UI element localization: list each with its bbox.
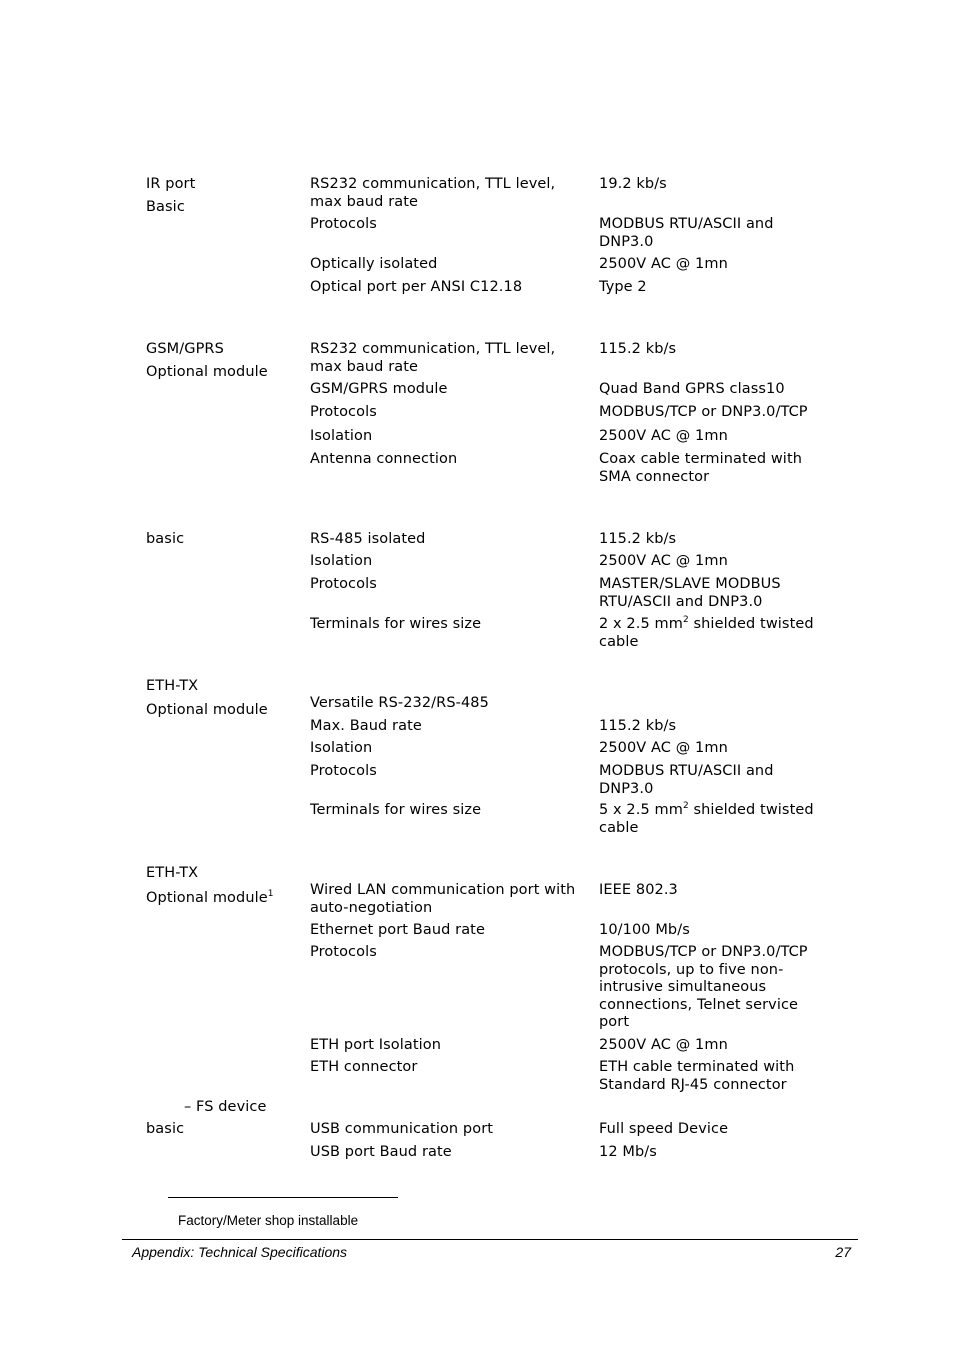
spec-value: 19.2 kb/s <box>599 176 667 192</box>
spec-parameter: Optically isolated <box>310 256 438 272</box>
spec-parameter: Terminals for wires size <box>310 616 482 632</box>
value-text: shielded twisted cable <box>599 802 814 836</box>
value-text: shielded twisted cable <box>599 616 814 650</box>
spec-value: MODBUS/TCP or DNP3.0/TCP protocols, up to five non- intrusive simultaneous connections, Telnet service port <box>599 944 808 1031</box>
spec-value: Coax cable terminated with SMA connector <box>599 451 803 485</box>
section-label: basic <box>146 531 185 547</box>
footnote-text: Factory/Meter shop installable <box>178 1213 359 1228</box>
spec-value: 2500V AC @ 1mn <box>599 428 728 444</box>
spec-value: 115.2 kb/s <box>599 531 677 547</box>
spec-value: Quad Band GPRS class10 <box>599 381 785 397</box>
spec-value: Full speed Device <box>599 1121 729 1137</box>
section-sublabel: basic <box>146 1121 185 1137</box>
spec-parameter: RS232 communication, TTL level, max baud rate <box>310 176 556 210</box>
spec-value: MODBUS/TCP or DNP3.0/TCP <box>599 404 808 420</box>
spec-parameter: Isolation <box>310 553 373 569</box>
section-label: IR port <box>146 176 196 192</box>
section-sublabel: Optional module <box>146 364 268 380</box>
spec-value: Type 2 <box>599 279 647 295</box>
spec-parameter: Ethernet port Baud rate <box>310 922 485 938</box>
spec-parameter: ETH connector <box>310 1059 418 1075</box>
spec-parameter: Protocols <box>310 216 377 232</box>
spec-parameter: Wired LAN communication port with auto-negotiation <box>310 882 576 916</box>
spec-parameter: USB communication port <box>310 1121 494 1137</box>
spec-parameter: Max. Baud rate <box>310 718 422 734</box>
spec-parameter: Versatile RS-232/RS-485 <box>310 695 489 711</box>
spec-value: IEEE 802.3 <box>599 882 678 898</box>
footnote-ref: 1 <box>267 889 274 899</box>
spec-parameter: Protocols <box>310 944 377 960</box>
value-text: 2 x 2.5 mm <box>599 616 683 632</box>
spec-value: MODBUS RTU/ASCII and DNP3.0 <box>599 763 774 797</box>
spec-value: 12 Mb/s <box>599 1144 657 1160</box>
section-label: ETH-TX <box>146 865 199 881</box>
spec-parameter: Isolation <box>310 740 373 756</box>
spec-parameter: Protocols <box>310 404 377 420</box>
spec-parameter: GSM/GPRS module <box>310 381 448 397</box>
sublabel-text: Optional module <box>146 890 268 906</box>
page-number: 27 <box>835 1244 851 1260</box>
spec-value: 115.2 kb/s <box>599 341 677 357</box>
spec-value: MASTER/SLAVE MODBUS RTU/ASCII and DNP3.0 <box>599 576 781 610</box>
spec-parameter: Protocols <box>310 763 377 779</box>
spec-value: 2500V AC @ 1mn <box>599 1037 728 1053</box>
superscript: 2 <box>682 801 689 811</box>
spec-parameter: ETH port Isolation <box>310 1037 442 1053</box>
spec-parameter: Terminals for wires size <box>310 802 482 818</box>
section-sublabel: Optional module <box>146 702 268 718</box>
section-label: GSM/GPRS <box>146 341 224 357</box>
spec-value: 2500V AC @ 1mn <box>599 553 728 569</box>
section-label: ETH-TX <box>146 678 199 694</box>
spec-parameter: USB port Baud rate <box>310 1144 452 1160</box>
spec-value <box>599 802 839 837</box>
value-text: 5 x 2.5 mm <box>599 802 683 818</box>
spec-value: MODBUS RTU/ASCII and DNP3.0 <box>599 216 774 250</box>
footnote-separator <box>168 1197 398 1198</box>
spec-value: 115.2 kb/s <box>599 718 677 734</box>
spec-value <box>599 616 839 651</box>
spec-value: 10/100 Mb/s <box>599 922 690 938</box>
spec-parameter: Optical port per ANSI C12.18 <box>310 279 523 295</box>
spec-parameter: RS232 communication, TTL level, max baud rate <box>310 341 556 375</box>
spec-parameter: Isolation <box>310 428 373 444</box>
spec-parameter: Antenna connection <box>310 451 458 467</box>
section-sublabel <box>146 890 296 908</box>
section-label: – FS device <box>184 1099 267 1115</box>
spec-parameter: Protocols <box>310 576 377 592</box>
superscript: 2 <box>682 615 689 625</box>
spec-value: ETH cable terminated with Standard RJ-45 connector <box>599 1059 795 1093</box>
spec-value: 2500V AC @ 1mn <box>599 256 728 272</box>
spec-value: 2500V AC @ 1mn <box>599 740 728 756</box>
spec-parameter: RS-485 isolated <box>310 531 426 547</box>
footer-rule <box>122 1239 858 1240</box>
section-sublabel: Basic <box>146 199 185 215</box>
footer-title: Appendix: Technical Specifications <box>132 1244 348 1260</box>
